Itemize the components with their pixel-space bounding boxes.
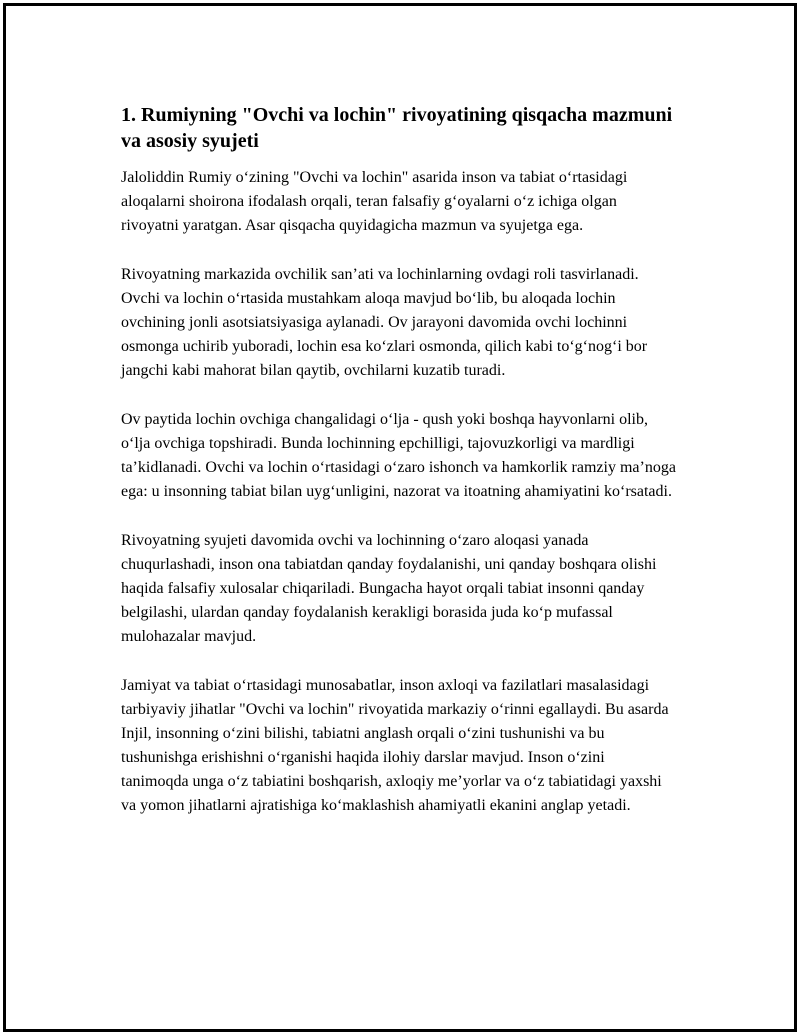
paragraph-2: Rivoyatning markazida ovchilik san’ati va lochinlarning ovdagi roli tasvirlanadi. Ovchi va lochin o‘rtasida mustahkam aloqa mavjud bo‘lib, bu aloqada lochin ovchining jonli asotsiatsiyasiga aylanadi. Ov jarayoni davomida ovchi lochinni osmonga uchirib yuboradi, lochin esa ko‘zlari osmonda, qilich kabi to‘g‘nog‘i bor jangchi kabi mahorat bilan qaytib, ovchilarni kuzatib turadi. <box>121 266 648 379</box>
section-heading: 1. Rumiyning "Ovchi va lochin" rivoyatining qisqacha mazmuni va asosiy syujeti <box>121 104 673 152</box>
paragraph-5: Jamiyat va tabiat o‘rtasidagi munosabatlar, inson axloqi va fazilatlari masalasidagi tarbiyaviy jihatlar "Ovchi va lochin" rivoyatida markaziy o‘rinni egallaydi. Bu asarda Injil, insonning o‘zini bilishi, tabiatni anglash orqali o‘zini tushunishi va bu tushunishga erishishni o‘rganishi haqida ilohiy darslar mavjud. Inson o‘zini tanimoqda unga o‘z tabiatini boshqarish, axloqiy me’yorlar va o‘z tabiatidagi yaxshi va yomon jihatlarni ajratishiga ko‘maklashish ahamiyatli ekanini anglap yetadi. <box>121 677 669 814</box>
paragraph-1: Jaloliddin Rumiy o‘zining "Ovchi va lochin" asarida inson va tabiat o‘rtasidagi aloqalarni shoirona ifodalash orqali, teran falsafiy g‘oyalarni o‘z ichiga olgan rivoyatni yaratgan. Asar qisqacha quyidagicha mazmun va syujetga ega. <box>121 169 628 234</box>
page-frame <box>3 3 797 1032</box>
paragraph-4: Rivoyatning syujeti davomida ovchi va lochinning o‘zaro aloqasi yanada chuqurlashadi, inson ona tabiatdan qanday foydalanishi, uni qanday boshqara olishi haqida falsafiy xulosalar chiqariladi. Bungacha hayot orqali tabiat insonni qanday belgilashi, ulardan qanday foydalanish kerakligi borasida juda ko‘p mufassal mulohazalar mavjud. <box>121 532 657 645</box>
paragraph-3: Ov paytida lochin ovchiga changalidagi o‘lja - qush yoki boshqa hayvonlarni olib, o‘lja ovchiga topshiradi. Bunda lochinning epchilligi, tajovuzkorligi va mardligi ta’kidlanadi. Ovchi va lochin o‘rtasidagi o‘zaro ishonch va hamkorlik ramziy ma’noga ega: u insonning tabiat bilan uyg‘unligini, nazorat va itoatning ahamiyatini ko‘rsatadi. <box>121 411 676 500</box>
document-body <box>121 102 676 843</box>
